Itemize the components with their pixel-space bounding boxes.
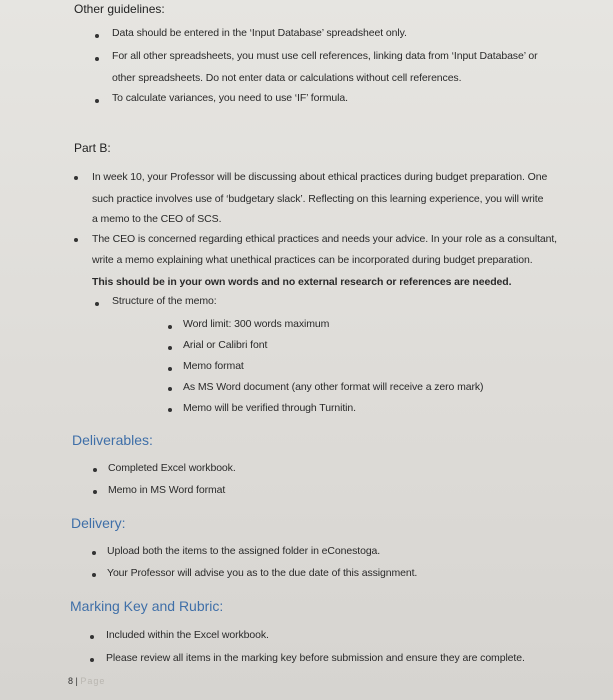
deliverables-item-1: Completed Excel workbook. — [108, 462, 236, 474]
memo-structure-item-3: Memo format — [183, 360, 244, 372]
delivery-item-1: Upload both the items to the assigned folder in eConestoga. — [107, 545, 381, 557]
part-b-item-1-line-3: a memo to the CEO of SCS. — [92, 213, 222, 225]
memo-structure-item-2: Arial or Calibri font — [183, 339, 268, 351]
bullet-icon — [95, 302, 99, 306]
page-separator: | — [75, 676, 78, 686]
marking-item-2: Please review all items in the marking key before submission and ensure they are complete. — [106, 652, 525, 664]
memo-structure-label: Structure of the memo: — [112, 295, 217, 307]
deliverables-heading: Deliverables: — [72, 432, 153, 448]
guideline-item-1: Data should be entered in the ‘Input Database’ spreadsheet only. — [112, 27, 407, 39]
part-b-item-2-line-2: write a memo explaining what unethical practices can be incorporated during budget preparation. — [92, 254, 533, 266]
bullet-icon — [168, 408, 172, 412]
delivery-heading: Delivery: — [71, 515, 126, 531]
deliverables-item-2: Memo in MS Word format — [108, 484, 226, 496]
bullet-icon — [95, 99, 99, 103]
part-b-item-1-line-1: In week 10, your Professor will be discussing about ethical practices during budget preparation. One — [92, 171, 548, 183]
page-label: Page — [80, 676, 106, 686]
bullet-icon — [90, 635, 94, 639]
bullet-icon — [93, 490, 97, 494]
bullet-icon — [95, 57, 99, 61]
marking-item-1: Included within the Excel workbook. — [106, 629, 269, 641]
bullet-icon — [90, 658, 94, 662]
part-b-item-2-line-1: The CEO is concerned regarding ethical practices and needs your advice. In your role as a consultant, — [92, 233, 557, 245]
memo-structure-item-5: Memo will be verified through Turnitin. — [183, 402, 356, 414]
bullet-icon — [168, 325, 172, 329]
marking-heading: Marking Key and Rubric: — [70, 598, 224, 614]
bullet-icon — [93, 468, 97, 472]
memo-structure-item-1: Word limit: 300 words maximum — [183, 318, 330, 330]
part-b-heading: Part B: — [74, 141, 111, 155]
guideline-item-2-line-2: other spreadsheets. Do not enter data or calculations without cell references. — [112, 72, 462, 84]
bullet-icon — [92, 551, 96, 555]
page-footer — [68, 676, 105, 686]
part-b-item-2-line-3: This should be in your own words and no external research or references are needed. — [92, 276, 512, 288]
bullet-icon — [74, 176, 78, 180]
bullet-icon — [168, 367, 172, 371]
guideline-item-3: To calculate variances, you need to use ‘IF’ formula. — [112, 92, 348, 104]
bullet-icon — [74, 238, 78, 242]
bullet-icon — [168, 387, 172, 391]
page-number: 8 — [68, 676, 74, 686]
guideline-item-2-line-1: For all other spreadsheets, you must use cell references, linking data from ‘Input Database’ or — [112, 50, 538, 62]
bullet-icon — [168, 346, 172, 350]
other-guidelines-heading: Other guidelines: — [74, 2, 165, 16]
bullet-icon — [92, 573, 96, 577]
delivery-item-2: Your Professor will advise you as to the due date of this assignment. — [107, 567, 418, 579]
bullet-icon — [95, 34, 99, 38]
part-b-item-1-line-2: such practice involves use of ‘budgetary slack’. Reflecting on this learning experience, you will write — [92, 193, 544, 205]
memo-structure-item-4: As MS Word document (any other format will receive a zero mark) — [183, 381, 484, 393]
